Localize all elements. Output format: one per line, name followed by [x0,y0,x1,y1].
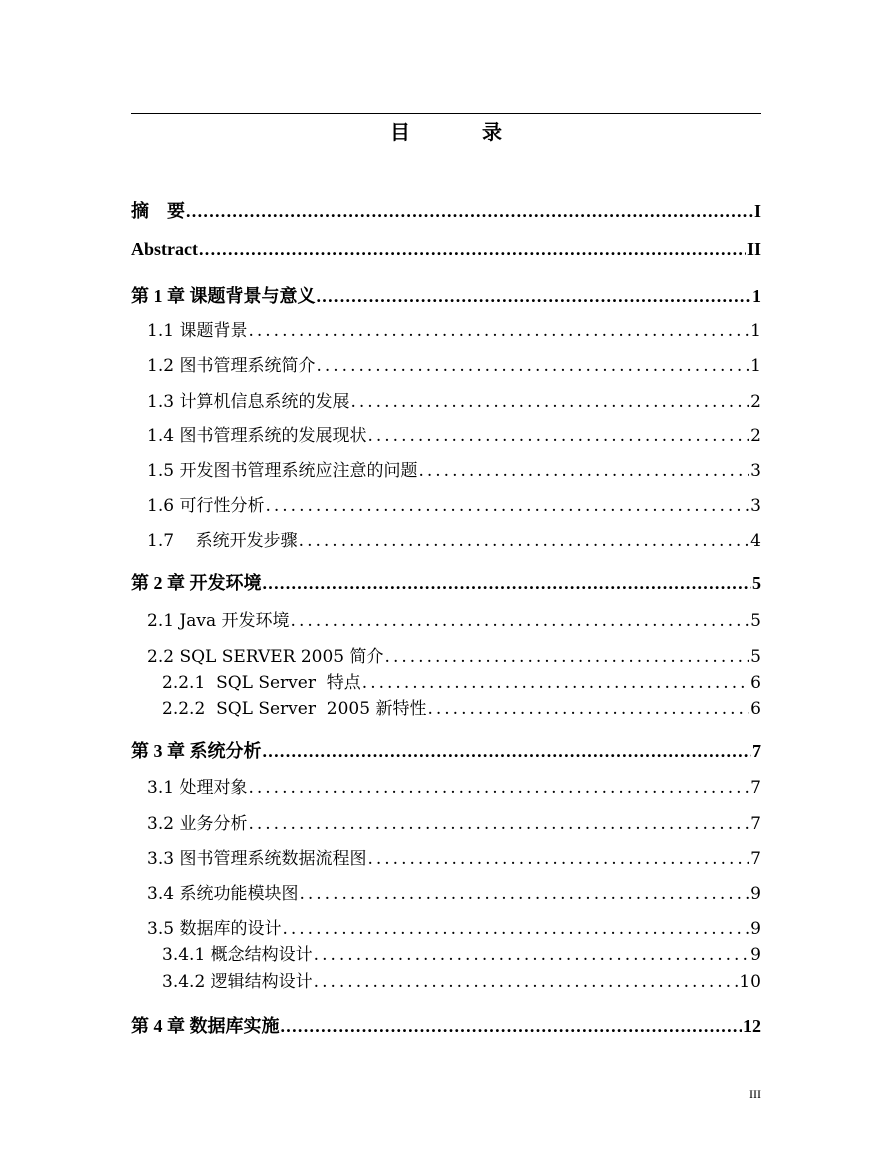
toc-leader [314,972,739,992]
toc-entry-3-5[interactable] [147,914,761,939]
toc-leader [367,426,749,446]
toc-page: 7 [750,778,761,798]
toc-page: 5 [750,611,761,631]
toc-label: 2.2 SQL SERVER 2005 简介 [147,647,384,667]
toc-entry-2-2-1[interactable] [162,668,761,693]
toc-page: 7 [752,741,761,761]
toc-leader [186,201,753,222]
toc-entry-3-4-1[interactable] [162,940,761,965]
toc-label: 第 2 章 开发环境 [131,573,262,593]
toc-page: 6 [750,699,761,719]
toc-entry-chapter-2[interactable] [131,569,761,595]
toc-leader [263,573,752,594]
toc-page: 5 [752,573,761,593]
toc-page: 1 [752,286,761,306]
toc-leader [248,778,749,798]
toc-leader [282,919,749,939]
toc-page: 9 [750,945,761,965]
toc-entry-2-2[interactable] [147,642,761,667]
toc-label: 3.4 系统功能模块图 [147,884,299,904]
toc-label: 1.2 图书管理系统简介 [147,356,316,376]
toc-entry-abstract-en[interactable] [131,239,761,260]
toc-entry-3-1[interactable] [147,773,761,798]
toc-label: 3.5 数据库的设计 [147,919,282,939]
toc-label: 1.4 图书管理系统的发展现状 [147,426,367,446]
toc-label: 摘 要 [131,201,185,221]
toc-leader [199,239,746,260]
toc-label: Abstract [131,239,198,259]
toc-entry-chapter-1[interactable] [131,282,761,308]
toc-entry-1-7[interactable] [147,526,761,551]
toc-leader [314,945,750,965]
toc-leader [385,647,750,667]
toc-page: 6 [750,673,761,693]
toc-leader [281,1016,743,1037]
toc-label: 第 1 章 课题背景与意义 [131,286,316,306]
toc-entry-2-2-2[interactable] [162,694,761,719]
toc-label: 1.5 开发图书管理系统应注意的问题 [147,461,418,481]
toc-page: 5 [750,647,761,667]
toc-leader [316,356,749,376]
toc-entry-chapter-4[interactable] [131,1012,761,1038]
header-rule [131,113,761,114]
toc-label: 3.4.1 概念结构设计 [162,945,313,965]
toc-leader [263,741,752,762]
toc-leader [291,611,750,631]
toc-page: II [746,239,761,259]
toc-label: 1.3 计算机信息系统的发展 [147,392,350,412]
toc-page: 1 [750,356,761,376]
page-title: 目 录 [390,122,528,144]
toc-entry-2-1[interactable] [147,606,761,631]
toc-page: 7 [750,849,761,869]
toc-page: 12 [743,1016,761,1036]
toc-entry-3-2[interactable] [147,809,761,834]
toc-leader [299,531,750,551]
toc-label: 第 3 章 系统分析 [131,741,262,761]
toc-leader [418,461,749,481]
toc-page: 9 [750,919,761,939]
toc-entry-chapter-3[interactable] [131,737,761,763]
toc-page: 2 [750,392,761,412]
toc-label: 3.3 图书管理系统数据流程图 [147,849,367,869]
toc-entry-1-6[interactable] [147,491,761,516]
toc-page: 2 [750,426,761,446]
toc-entry-3-3[interactable] [147,844,761,869]
toc-leader [248,814,749,834]
toc-page: 9 [750,884,761,904]
toc-leader [367,849,749,869]
toc-page: 3 [750,461,761,481]
toc-label: 2.2.2 SQL Server 2005 新特性 [162,699,427,719]
toc-label: 1.7 系统开发步骤 [147,531,298,551]
toc-leader [248,321,749,341]
toc-page: 7 [750,814,761,834]
toc-page: 4 [750,531,761,551]
toc-label: 第 4 章 数据库实施 [131,1016,280,1036]
toc-entry-1-4[interactable] [147,421,761,446]
page-number-footer: III [749,1087,761,1101]
toc-entry-abstract-cn[interactable] [131,197,761,223]
toc-entry-1-2[interactable] [147,351,761,376]
toc-label: 1.1 课题背景 [147,321,248,341]
toc-label: 3.1 处理对象 [147,778,248,798]
toc-leader [362,673,749,693]
toc-label: 2.1 Java 开发环境 [147,611,290,631]
toc-entry-3-4[interactable] [147,879,761,904]
toc-page: I [753,201,761,221]
toc-page: 3 [750,496,761,516]
toc-label: 3.2 业务分析 [147,814,248,834]
toc-page: 10 [739,972,761,992]
toc-leader [265,496,749,516]
toc-label: 1.6 可行性分析 [147,496,265,516]
toc-entry-1-5[interactable] [147,456,761,481]
toc-label: 2.2.1 SQL Server 特点 [162,673,361,693]
toc-entry-1-3[interactable] [147,387,761,412]
toc-leader [427,699,749,719]
toc-leader [299,884,749,904]
toc-leader [317,286,752,307]
toc-entry-3-4-2[interactable] [162,967,761,992]
toc-leader [350,392,749,412]
toc-entry-1-1[interactable] [147,316,761,341]
toc-label: 3.4.2 逻辑结构设计 [162,972,313,992]
toc-page: 1 [750,321,761,341]
